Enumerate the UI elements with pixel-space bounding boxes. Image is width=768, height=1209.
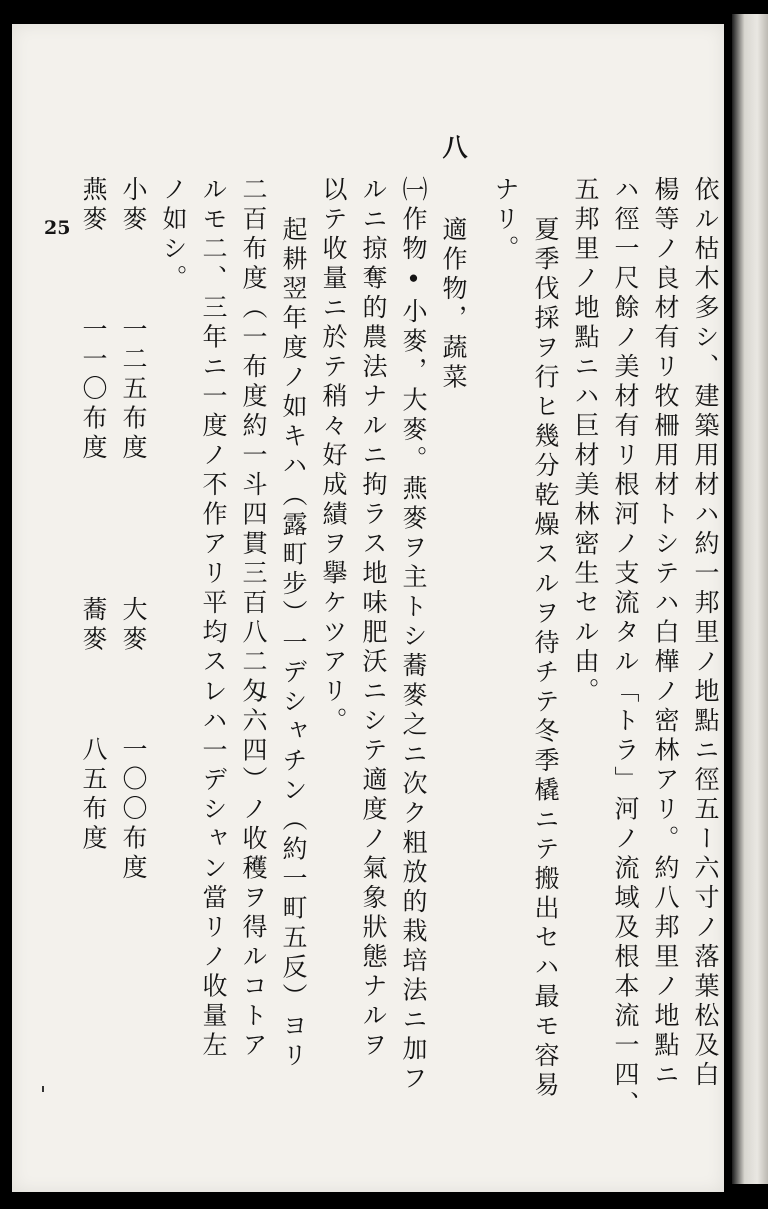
text-line-4: 五邦里ノ地點ニハ巨材美林密生セル由。 bbox=[571, 176, 600, 707]
text-line-1: 依ル枯木多シ、建築用材ハ約一邦里ノ地點ニ徑五ー六寸ノ落葉松及白 bbox=[691, 176, 720, 1091]
margin-mark bbox=[42, 1086, 44, 1092]
text-line-12: 二百布度（一布度約一斗四貫三百八二匁六四）ノ收穫ヲ得ルコトア bbox=[239, 176, 268, 1061]
table-crop-wheat: 小麥 bbox=[119, 176, 148, 235]
table-amount-barley: 一〇〇布度 bbox=[119, 736, 148, 884]
page-number: 25 bbox=[44, 217, 71, 239]
text-line-14: ノ如シ。 bbox=[159, 176, 188, 294]
text-line-5: 夏季伐採ヲ行ヒ幾分乾燥スルヲ待チテ冬季橇ニテ搬出セハ最モ容易 bbox=[531, 216, 560, 1101]
text-line-2: 楊等ノ良材有リ牧柵用材トシテハ白樺ノ密林アリ。約八邦里ノ地點ニ bbox=[651, 176, 680, 1091]
section-number: 八 bbox=[439, 134, 468, 164]
section-heading: 適作物，蔬菜 bbox=[439, 216, 468, 393]
table-amount-wheat: 一二五布度 bbox=[119, 316, 148, 464]
table-crop-buckwheat: 蕎麥 bbox=[79, 596, 108, 655]
adjacent-page-edge bbox=[732, 14, 768, 1184]
table-crop-oats: 燕麥 bbox=[79, 176, 108, 235]
text-line-8: ㈠作物•小麥，大麥。燕麥ヲ主トシ蕎麥之ニ次ク粗放的栽培法ニ加フ bbox=[399, 176, 428, 1095]
table-amount-buckwheat: 八五布度 bbox=[79, 736, 108, 854]
text-line-11: 起耕翌年度ノ如キハ（露町步）一デシャチン（約一町五反）ヨリ bbox=[279, 216, 308, 1072]
text-line-10: 以テ收量ニ於テ稍々好成績ヲ擧ケツアリ。 bbox=[319, 176, 348, 737]
table-amount-oats: 一一〇布度 bbox=[79, 316, 108, 464]
text-line-9: ルニ掠奪的農法ナルニ拘ラス地味肥沃ニシテ適度ノ氣象狀態ナルヲ bbox=[359, 176, 388, 1061]
text-line-13: ルモ二、三年ニ一度ノ不作アリ平均スレハ一デシャン當リノ收量左 bbox=[199, 176, 228, 1061]
text-line-6: ナリ。 bbox=[491, 176, 520, 265]
text-line-3: ハ徑一尺餘ノ美材有リ根河ノ支流タル「トラ」河ノ流域及根本流一四、 bbox=[611, 176, 640, 1120]
table-crop-barley: 大麥 bbox=[119, 596, 148, 655]
book-page bbox=[12, 24, 724, 1192]
